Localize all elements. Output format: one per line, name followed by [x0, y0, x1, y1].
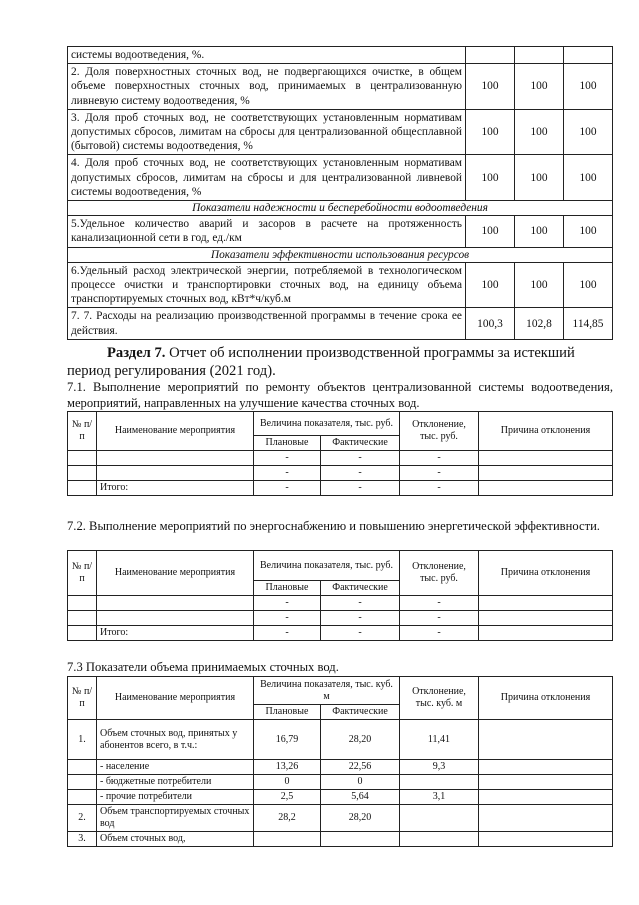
- indicator-value: [466, 47, 515, 64]
- section7-label: Раздел 7.: [107, 345, 166, 361]
- table-row: [68, 626, 613, 641]
- indicator-row: [68, 262, 613, 308]
- table-row: [68, 611, 613, 626]
- indicator-value: 100: [466, 262, 515, 308]
- table-row: [68, 832, 613, 847]
- indicator-value: 100: [515, 155, 564, 201]
- header-fact: Фактические: [321, 705, 400, 720]
- row-plan: [254, 832, 321, 847]
- row-name: - прочие потребители: [97, 790, 254, 805]
- table-row: [68, 596, 613, 611]
- row-fact: -: [321, 596, 400, 611]
- row-num: 2.: [68, 805, 97, 832]
- row-name: [97, 611, 254, 626]
- row-deviation: [400, 775, 479, 790]
- row-reason: [479, 451, 613, 466]
- header-value: Величина показателя, тыс. куб. м: [254, 677, 400, 705]
- row-deviation: [400, 805, 479, 832]
- row-plan: 2,5: [254, 790, 321, 805]
- indicator-text: 6.Удельный расход электрической энергии, потребляемой в технологическом процессе очистки и транспортировки сточных вод, на единицу объема транспортируемых сточных вод, кВт*ч/куб.м: [68, 262, 466, 308]
- row-reason: [479, 720, 613, 760]
- indicator-value: 100: [466, 64, 515, 110]
- table-row: [68, 775, 613, 790]
- row-deviation: -: [400, 466, 479, 481]
- row-plan: -: [254, 596, 321, 611]
- table-7-2: [67, 550, 613, 641]
- row-plan: -: [254, 481, 321, 496]
- row-plan: -: [254, 451, 321, 466]
- indicator-value: [564, 47, 613, 64]
- row-deviation: 11,41: [400, 720, 479, 760]
- row-plan: 0: [254, 775, 321, 790]
- row-fact: -: [321, 451, 400, 466]
- row-plan: -: [254, 626, 321, 641]
- row-reason: [479, 805, 613, 832]
- table-7-3: [67, 676, 613, 847]
- header-value: Величина показателя, тыс. руб.: [254, 412, 400, 436]
- indicator-value: 100: [515, 64, 564, 110]
- header-value: Величина показателя, тыс. руб.: [254, 551, 400, 581]
- indicator-value: 100: [466, 155, 515, 201]
- header-row: [68, 677, 613, 705]
- paragraph-7-2: 7.2. Выполнение мероприятий по энергоснабжению и повышению энергетической эффективности.: [67, 519, 600, 533]
- row-deviation: 9,3: [400, 760, 479, 775]
- row-deviation: 3,1: [400, 790, 479, 805]
- row-reason: [479, 832, 613, 847]
- indicator-value: 100: [466, 216, 515, 247]
- row-fact: -: [321, 611, 400, 626]
- row-plan: 28,2: [254, 805, 321, 832]
- header-deviation: Отклонение, тыс. руб.: [400, 551, 479, 596]
- indicator-text: 4. Доля проб сточных вод, не соответствующих установленным нормативам допустимых сбросов, лимитам на сбросы и для централизованной ливневой системы водоотведения, %: [68, 155, 466, 201]
- indicator-row: [68, 47, 613, 64]
- row-deviation: -: [400, 451, 479, 466]
- row-plan: -: [254, 466, 321, 481]
- indicator-value: 102,8: [515, 308, 564, 339]
- section7-title: Отчет об исполнении производственной программы за истекший период регулирования (2021 год).: [67, 345, 575, 379]
- header-name: Наименование мероприятия: [97, 551, 254, 596]
- row-num: 3.: [68, 832, 97, 847]
- header-row: [68, 412, 613, 436]
- header-reason: Причина отклонения: [479, 677, 613, 720]
- indicator-text: 5.Удельное количество аварий и засоров в расчете на протяженность канализационной сети в год, ед./км: [68, 216, 466, 247]
- section-title: Показатели надежности и бесперебойности водоотведения: [68, 201, 613, 216]
- row-fact: 22,56: [321, 760, 400, 775]
- indicator-value: 100,3: [466, 308, 515, 339]
- table-row: [68, 451, 613, 466]
- indicators-table: [67, 46, 613, 340]
- section-row: [68, 247, 613, 262]
- row-fact: 28,20: [321, 805, 400, 832]
- row-name: - бюджетные потребители: [97, 775, 254, 790]
- row-num: [68, 596, 97, 611]
- header-reason: Причина отклонения: [479, 412, 613, 451]
- indicator-value: 100: [515, 109, 564, 155]
- row-num: [68, 451, 97, 466]
- row-name: - население: [97, 760, 254, 775]
- table-row: [68, 720, 613, 760]
- indicator-text: системы водоотведения, %.: [68, 47, 466, 64]
- row-fact: -: [321, 466, 400, 481]
- row-name: [97, 451, 254, 466]
- header-fact: Фактические: [321, 436, 400, 451]
- table-row: [68, 481, 613, 496]
- row-num: [68, 775, 97, 790]
- row-deviation: -: [400, 481, 479, 496]
- row-deviation: -: [400, 596, 479, 611]
- row-reason: [479, 596, 613, 611]
- row-name: Объем сточных вод, принятых у абонентов всего, в т.ч.:: [97, 720, 254, 760]
- table-row: [68, 760, 613, 775]
- header-plan: Плановые: [254, 581, 321, 596]
- header-deviation: Отклонение, тыс. руб.: [400, 412, 479, 451]
- paragraph-7-3: 7.3 Показатели объема принимаемых сточных вод.: [67, 660, 339, 674]
- row-fact: 5,64: [321, 790, 400, 805]
- indicator-text: 2. Доля поверхностных сточных вод, не подвергающихся очистке, в общем объеме поверхностных сточных вод, принимаемых в централизованную ливневую систему водоотведения, %: [68, 64, 466, 110]
- row-num: [68, 760, 97, 775]
- row-deviation: [400, 832, 479, 847]
- indicator-value: 100: [564, 109, 613, 155]
- row-reason: [479, 481, 613, 496]
- section7-heading: [67, 344, 615, 380]
- indicator-row: [68, 216, 613, 247]
- row-name: [97, 596, 254, 611]
- header-num: № п/п: [68, 551, 97, 596]
- row-reason: [479, 790, 613, 805]
- header-name: Наименование мероприятия: [97, 412, 254, 451]
- row-reason: [479, 626, 613, 641]
- indicator-value: 114,85: [564, 308, 613, 339]
- row-fact: -: [321, 626, 400, 641]
- indicator-text: 7. 7. Расходы на реализацию производственной программы в течение срока ее действия.: [68, 308, 466, 339]
- header-row: [68, 551, 613, 581]
- row-fact: [321, 832, 400, 847]
- indicator-value: 100: [564, 216, 613, 247]
- indicator-value: 100: [515, 262, 564, 308]
- row-fact: 28,20: [321, 720, 400, 760]
- table-row: [68, 466, 613, 481]
- section-row: [68, 201, 613, 216]
- row-num: [68, 626, 97, 641]
- row-plan: 13,26: [254, 760, 321, 775]
- header-num: № п/п: [68, 677, 97, 720]
- header-plan: Плановые: [254, 705, 321, 720]
- row-plan: 16,79: [254, 720, 321, 760]
- row-name: Итого:: [97, 626, 254, 641]
- row-num: [68, 481, 97, 496]
- header-fact: Фактические: [321, 581, 400, 596]
- indicator-row: [68, 109, 613, 155]
- header-num: № п/п: [68, 412, 97, 451]
- table-7-1: [67, 411, 613, 496]
- row-deviation: -: [400, 626, 479, 641]
- row-num: 1.: [68, 720, 97, 760]
- row-reason: [479, 611, 613, 626]
- table-row: [68, 790, 613, 805]
- header-deviation: Отклонение, тыс. куб. м: [400, 677, 479, 720]
- row-num: [68, 790, 97, 805]
- paragraph-7-1: 7.1. Выполнение мероприятий по ремонту объектов централизованной системы водоотведения, мероприятий, направленных на улучшение качества сточных вод.: [67, 380, 613, 410]
- indicator-row: [68, 64, 613, 110]
- row-fact: 0: [321, 775, 400, 790]
- row-num: [68, 611, 97, 626]
- table-row: [68, 805, 613, 832]
- indicator-value: 100: [564, 64, 613, 110]
- row-deviation: -: [400, 611, 479, 626]
- row-reason: [479, 466, 613, 481]
- indicator-value: 100: [564, 155, 613, 201]
- row-plan: -: [254, 611, 321, 626]
- section-title: Показатели эффективности использования ресурсов: [68, 247, 613, 262]
- indicator-value: 100: [515, 216, 564, 247]
- indicator-text: 3. Доля проб сточных вод, не соответствующих установленным нормативам допустимых сбросов, лимитам на сбросы для централизованной общесплавной (бытовой) системы водоотведения, %: [68, 109, 466, 155]
- header-reason: Причина отклонения: [479, 551, 613, 596]
- row-name: Объем сточных вод,: [97, 832, 254, 847]
- row-name: Объем транспортируемых сточных вод: [97, 805, 254, 832]
- indicator-value: 100: [466, 109, 515, 155]
- row-reason: [479, 775, 613, 790]
- row-name: [97, 466, 254, 481]
- indicator-value: 100: [564, 262, 613, 308]
- row-reason: [479, 760, 613, 775]
- indicator-row: [68, 155, 613, 201]
- header-name: Наименование мероприятия: [97, 677, 254, 720]
- row-name: Итого:: [97, 481, 254, 496]
- indicator-row: [68, 308, 613, 339]
- header-plan: Плановые: [254, 436, 321, 451]
- indicator-value: [515, 47, 564, 64]
- row-fact: -: [321, 481, 400, 496]
- row-num: [68, 466, 97, 481]
